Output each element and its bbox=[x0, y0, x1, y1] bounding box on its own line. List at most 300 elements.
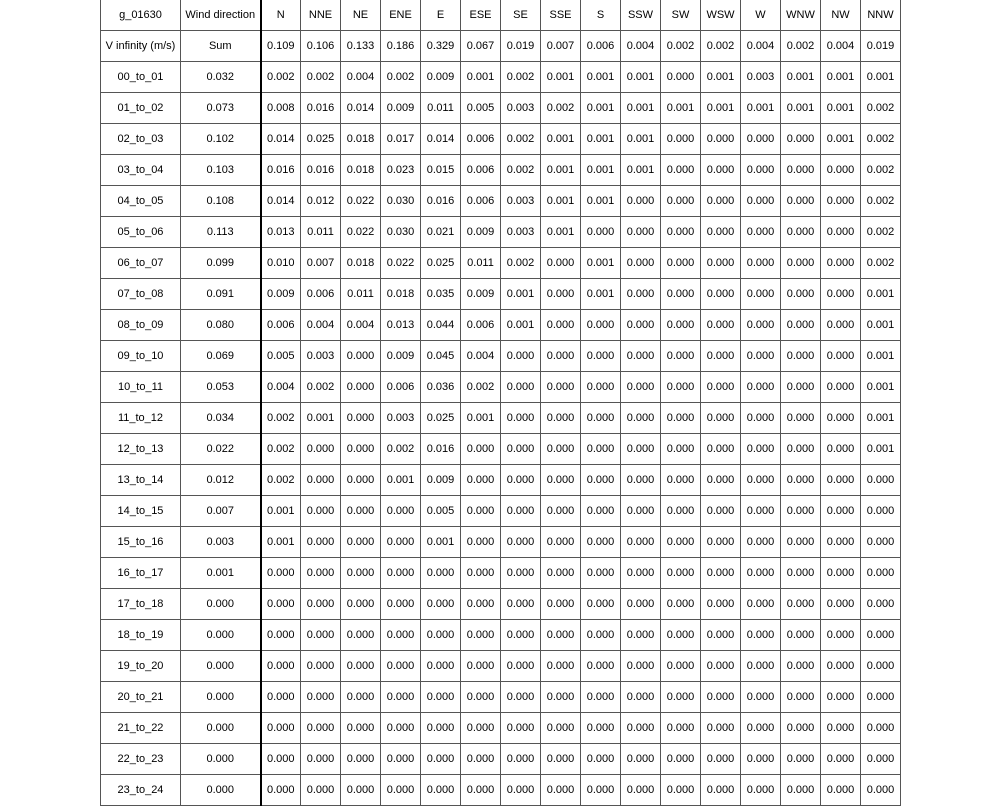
frequency-cell: 0.000 bbox=[781, 775, 821, 806]
frequency-cell: 0.009 bbox=[261, 279, 301, 310]
frequency-cell: 0.000 bbox=[741, 775, 781, 806]
speed-bin-sum-cell: 0.000 bbox=[181, 744, 261, 775]
table-row bbox=[101, 372, 901, 403]
frequency-cell: 0.000 bbox=[821, 310, 861, 341]
frequency-cell: 0.000 bbox=[541, 713, 581, 744]
table-row bbox=[101, 93, 901, 124]
frequency-cell: 0.000 bbox=[541, 341, 581, 372]
frequency-cell: 0.001 bbox=[581, 124, 621, 155]
frequency-cell: 0.000 bbox=[661, 620, 701, 651]
frequency-cell: 0.006 bbox=[461, 124, 501, 155]
frequency-cell: 0.001 bbox=[461, 403, 501, 434]
direction-header: SE bbox=[501, 0, 541, 31]
frequency-cell: 0.000 bbox=[781, 744, 821, 775]
frequency-cell: 0.000 bbox=[741, 713, 781, 744]
frequency-cell: 0.002 bbox=[261, 465, 301, 496]
speed-bin-sum-cell: 0.000 bbox=[181, 713, 261, 744]
frequency-cell: 0.000 bbox=[661, 682, 701, 713]
frequency-cell: 0.000 bbox=[341, 589, 381, 620]
direction-sum-cell: 0.019 bbox=[861, 31, 901, 62]
frequency-cell: 0.001 bbox=[781, 93, 821, 124]
speed-bin-label: 03_to_04 bbox=[101, 155, 181, 186]
frequency-cell: 0.016 bbox=[421, 186, 461, 217]
frequency-cell: 0.001 bbox=[501, 310, 541, 341]
frequency-cell: 0.000 bbox=[781, 248, 821, 279]
frequency-cell: 0.000 bbox=[581, 465, 621, 496]
speed-bin-label: 15_to_16 bbox=[101, 527, 181, 558]
frequency-cell: 0.009 bbox=[461, 217, 501, 248]
speed-bin-sum-cell: 0.007 bbox=[181, 496, 261, 527]
frequency-cell: 0.000 bbox=[821, 434, 861, 465]
frequency-cell: 0.008 bbox=[261, 93, 301, 124]
direction-header: N bbox=[261, 0, 301, 31]
frequency-cell: 0.000 bbox=[621, 713, 661, 744]
frequency-cell: 0.000 bbox=[741, 124, 781, 155]
frequency-cell: 0.000 bbox=[621, 248, 661, 279]
frequency-cell: 0.000 bbox=[501, 403, 541, 434]
frequency-cell: 0.001 bbox=[861, 310, 901, 341]
frequency-cell: 0.000 bbox=[781, 713, 821, 744]
frequency-cell: 0.000 bbox=[581, 527, 621, 558]
frequency-cell: 0.000 bbox=[381, 744, 421, 775]
frequency-cell: 0.000 bbox=[621, 186, 661, 217]
frequency-cell: 0.002 bbox=[261, 62, 301, 93]
frequency-cell: 0.000 bbox=[381, 775, 421, 806]
frequency-cell: 0.000 bbox=[621, 403, 661, 434]
frequency-cell: 0.001 bbox=[621, 93, 661, 124]
frequency-cell: 0.006 bbox=[261, 310, 301, 341]
frequency-cell: 0.000 bbox=[341, 434, 381, 465]
table-row bbox=[101, 558, 901, 589]
frequency-cell: 0.002 bbox=[541, 93, 581, 124]
frequency-cell: 0.000 bbox=[661, 186, 701, 217]
speed-bin-sum-cell: 0.091 bbox=[181, 279, 261, 310]
frequency-cell: 0.022 bbox=[341, 217, 381, 248]
table-row bbox=[101, 341, 901, 372]
frequency-cell: 0.000 bbox=[581, 713, 621, 744]
frequency-cell: 0.000 bbox=[781, 155, 821, 186]
frequency-cell: 0.000 bbox=[501, 744, 541, 775]
frequency-cell: 0.002 bbox=[381, 62, 421, 93]
frequency-cell: 0.001 bbox=[461, 62, 501, 93]
frequency-cell: 0.000 bbox=[701, 186, 741, 217]
frequency-cell: 0.000 bbox=[821, 682, 861, 713]
frequency-cell: 0.000 bbox=[741, 496, 781, 527]
frequency-cell: 0.000 bbox=[501, 589, 541, 620]
frequency-cell: 0.000 bbox=[581, 403, 621, 434]
frequency-cell: 0.000 bbox=[261, 558, 301, 589]
table-row bbox=[101, 248, 901, 279]
speed-bin-label: 17_to_18 bbox=[101, 589, 181, 620]
frequency-cell: 0.005 bbox=[421, 496, 461, 527]
speed-bin-sum-cell: 0.000 bbox=[181, 775, 261, 806]
frequency-cell: 0.000 bbox=[861, 713, 901, 744]
frequency-cell: 0.000 bbox=[621, 558, 661, 589]
table-row bbox=[101, 775, 901, 806]
frequency-cell: 0.003 bbox=[301, 341, 341, 372]
speed-bin-sum-cell: 0.000 bbox=[181, 620, 261, 651]
frequency-cell: 0.000 bbox=[421, 744, 461, 775]
frequency-cell: 0.001 bbox=[581, 62, 621, 93]
frequency-cell: 0.000 bbox=[661, 651, 701, 682]
frequency-cell: 0.000 bbox=[701, 155, 741, 186]
frequency-cell: 0.000 bbox=[541, 744, 581, 775]
table-row bbox=[101, 496, 901, 527]
frequency-cell: 0.001 bbox=[541, 62, 581, 93]
frequency-cell: 0.000 bbox=[461, 434, 501, 465]
frequency-cell: 0.000 bbox=[461, 713, 501, 744]
frequency-cell: 0.002 bbox=[261, 403, 301, 434]
frequency-cell: 0.012 bbox=[301, 186, 341, 217]
frequency-cell: 0.000 bbox=[341, 527, 381, 558]
frequency-cell: 0.000 bbox=[421, 775, 461, 806]
frequency-cell: 0.000 bbox=[821, 527, 861, 558]
frequency-cell: 0.000 bbox=[301, 651, 341, 682]
frequency-cell: 0.001 bbox=[821, 124, 861, 155]
frequency-cell: 0.000 bbox=[541, 248, 581, 279]
frequency-cell: 0.003 bbox=[381, 403, 421, 434]
frequency-cell: 0.001 bbox=[501, 279, 541, 310]
speed-bin-sum-cell: 0.000 bbox=[181, 682, 261, 713]
frequency-cell: 0.002 bbox=[501, 248, 541, 279]
speed-bin-label: 13_to_14 bbox=[101, 465, 181, 496]
frequency-cell: 0.009 bbox=[421, 465, 461, 496]
frequency-cell: 0.000 bbox=[821, 403, 861, 434]
frequency-cell: 0.006 bbox=[461, 186, 501, 217]
frequency-cell: 0.000 bbox=[661, 744, 701, 775]
frequency-cell: 0.000 bbox=[741, 155, 781, 186]
frequency-cell: 0.000 bbox=[701, 527, 741, 558]
speed-bin-sum-cell: 0.022 bbox=[181, 434, 261, 465]
frequency-cell: 0.000 bbox=[341, 651, 381, 682]
frequency-cell: 0.000 bbox=[861, 744, 901, 775]
frequency-cell: 0.000 bbox=[741, 341, 781, 372]
frequency-cell: 0.000 bbox=[501, 558, 541, 589]
frequency-cell: 0.000 bbox=[661, 124, 701, 155]
frequency-cell: 0.000 bbox=[461, 589, 501, 620]
frequency-cell: 0.000 bbox=[741, 651, 781, 682]
frequency-cell: 0.000 bbox=[781, 589, 821, 620]
frequency-cell: 0.018 bbox=[341, 155, 381, 186]
frequency-cell: 0.000 bbox=[701, 558, 741, 589]
frequency-cell: 0.005 bbox=[261, 341, 301, 372]
frequency-cell: 0.000 bbox=[861, 620, 901, 651]
frequency-cell: 0.000 bbox=[501, 372, 541, 403]
frequency-cell: 0.014 bbox=[421, 124, 461, 155]
frequency-cell: 0.002 bbox=[261, 434, 301, 465]
frequency-cell: 0.000 bbox=[701, 682, 741, 713]
speed-bin-label: 01_to_02 bbox=[101, 93, 181, 124]
frequency-cell: 0.002 bbox=[501, 155, 541, 186]
frequency-cell: 0.003 bbox=[501, 93, 541, 124]
frequency-cell: 0.001 bbox=[861, 372, 901, 403]
speed-bin-sum-cell: 0.032 bbox=[181, 62, 261, 93]
frequency-cell: 0.002 bbox=[301, 372, 341, 403]
direction-header: WSW bbox=[701, 0, 741, 31]
frequency-cell: 0.000 bbox=[461, 620, 501, 651]
frequency-cell: 0.000 bbox=[621, 279, 661, 310]
frequency-cell: 0.000 bbox=[501, 620, 541, 651]
speed-bin-label: 08_to_09 bbox=[101, 310, 181, 341]
frequency-cell: 0.000 bbox=[261, 775, 301, 806]
table-row bbox=[101, 62, 901, 93]
direction-sum-cell: 0.109 bbox=[261, 31, 301, 62]
frequency-cell: 0.000 bbox=[741, 465, 781, 496]
frequency-cell: 0.000 bbox=[341, 713, 381, 744]
frequency-cell: 0.000 bbox=[541, 558, 581, 589]
frequency-cell: 0.000 bbox=[581, 496, 621, 527]
direction-sum-cell: 0.006 bbox=[581, 31, 621, 62]
frequency-cell: 0.000 bbox=[341, 496, 381, 527]
frequency-cell: 0.000 bbox=[661, 465, 701, 496]
direction-sum-cell: 0.133 bbox=[341, 31, 381, 62]
frequency-cell: 0.000 bbox=[701, 589, 741, 620]
frequency-cell: 0.022 bbox=[381, 248, 421, 279]
frequency-cell: 0.000 bbox=[501, 527, 541, 558]
frequency-cell: 0.000 bbox=[621, 620, 661, 651]
frequency-cell: 0.000 bbox=[621, 744, 661, 775]
frequency-cell: 0.000 bbox=[701, 713, 741, 744]
frequency-cell: 0.000 bbox=[701, 620, 741, 651]
speed-bin-sum-cell: 0.113 bbox=[181, 217, 261, 248]
frequency-cell: 0.000 bbox=[461, 682, 501, 713]
frequency-cell: 0.000 bbox=[461, 651, 501, 682]
frequency-cell: 0.000 bbox=[621, 465, 661, 496]
frequency-cell: 0.030 bbox=[381, 186, 421, 217]
frequency-cell: 0.000 bbox=[781, 434, 821, 465]
frequency-cell: 0.000 bbox=[821, 558, 861, 589]
frequency-cell: 0.025 bbox=[421, 403, 461, 434]
frequency-cell: 0.000 bbox=[261, 620, 301, 651]
frequency-cell: 0.000 bbox=[541, 682, 581, 713]
table-row bbox=[101, 465, 901, 496]
frequency-cell: 0.000 bbox=[341, 403, 381, 434]
frequency-cell: 0.006 bbox=[301, 279, 341, 310]
frequency-cell: 0.001 bbox=[581, 186, 621, 217]
frequency-cell: 0.000 bbox=[541, 372, 581, 403]
frequency-cell: 0.000 bbox=[701, 465, 741, 496]
frequency-cell: 0.000 bbox=[581, 558, 621, 589]
frequency-cell: 0.001 bbox=[581, 279, 621, 310]
frequency-cell: 0.013 bbox=[261, 217, 301, 248]
frequency-cell: 0.000 bbox=[381, 589, 421, 620]
frequency-cell: 0.000 bbox=[701, 248, 741, 279]
speed-bin-label: 09_to_10 bbox=[101, 341, 181, 372]
frequency-cell: 0.000 bbox=[781, 620, 821, 651]
frequency-cell: 0.000 bbox=[341, 775, 381, 806]
frequency-cell: 0.006 bbox=[381, 372, 421, 403]
frequency-cell: 0.003 bbox=[741, 62, 781, 93]
frequency-cell: 0.000 bbox=[701, 372, 741, 403]
frequency-cell: 0.000 bbox=[381, 527, 421, 558]
frequency-cell: 0.000 bbox=[541, 403, 581, 434]
table-row bbox=[101, 744, 901, 775]
frequency-cell: 0.000 bbox=[781, 682, 821, 713]
speed-bin-label: 04_to_05 bbox=[101, 186, 181, 217]
frequency-cell: 0.001 bbox=[621, 155, 661, 186]
frequency-cell: 0.011 bbox=[421, 93, 461, 124]
speed-bin-label: 06_to_07 bbox=[101, 248, 181, 279]
frequency-cell: 0.044 bbox=[421, 310, 461, 341]
table-row bbox=[101, 527, 901, 558]
frequency-cell: 0.000 bbox=[701, 124, 741, 155]
table-row bbox=[101, 589, 901, 620]
table-row bbox=[101, 713, 901, 744]
speed-bin-label: 20_to_21 bbox=[101, 682, 181, 713]
direction-sum-cell: 0.329 bbox=[421, 31, 461, 62]
frequency-cell: 0.011 bbox=[461, 248, 501, 279]
frequency-cell: 0.002 bbox=[861, 93, 901, 124]
speed-bin-label: 19_to_20 bbox=[101, 651, 181, 682]
frequency-cell: 0.000 bbox=[821, 186, 861, 217]
frequency-cell: 0.000 bbox=[661, 589, 701, 620]
frequency-cell: 0.000 bbox=[781, 558, 821, 589]
frequency-cell: 0.000 bbox=[301, 465, 341, 496]
frequency-cell: 0.000 bbox=[501, 434, 541, 465]
speed-bin-label: 12_to_13 bbox=[101, 434, 181, 465]
frequency-cell: 0.000 bbox=[661, 527, 701, 558]
frequency-cell: 0.001 bbox=[541, 155, 581, 186]
table-row bbox=[101, 279, 901, 310]
frequency-cell: 0.000 bbox=[621, 589, 661, 620]
frequency-cell: 0.000 bbox=[741, 403, 781, 434]
frequency-cell: 0.000 bbox=[701, 651, 741, 682]
frequency-cell: 0.000 bbox=[861, 527, 901, 558]
frequency-cell: 0.003 bbox=[501, 186, 541, 217]
speed-bin-sum-cell: 0.012 bbox=[181, 465, 261, 496]
frequency-cell: 0.000 bbox=[501, 713, 541, 744]
frequency-cell: 0.001 bbox=[861, 403, 901, 434]
frequency-cell: 0.001 bbox=[861, 434, 901, 465]
direction-header: ENE bbox=[381, 0, 421, 31]
frequency-cell: 0.000 bbox=[541, 651, 581, 682]
frequency-cell: 0.004 bbox=[461, 341, 501, 372]
frequency-cell: 0.000 bbox=[541, 527, 581, 558]
frequency-cell: 0.000 bbox=[541, 775, 581, 806]
wind-frequency-table bbox=[100, 0, 901, 806]
frequency-cell: 0.000 bbox=[421, 589, 461, 620]
direction-sum-cell: 0.007 bbox=[541, 31, 581, 62]
frequency-cell: 0.000 bbox=[661, 279, 701, 310]
frequency-cell: 0.004 bbox=[341, 310, 381, 341]
frequency-cell: 0.016 bbox=[301, 155, 341, 186]
frequency-cell: 0.000 bbox=[741, 589, 781, 620]
frequency-cell: 0.001 bbox=[541, 217, 581, 248]
frequency-cell: 0.022 bbox=[341, 186, 381, 217]
frequency-cell: 0.000 bbox=[341, 465, 381, 496]
frequency-cell: 0.000 bbox=[501, 775, 541, 806]
speed-bin-label: 18_to_19 bbox=[101, 620, 181, 651]
frequency-cell: 0.000 bbox=[541, 465, 581, 496]
speed-bin-sum-cell: 0.069 bbox=[181, 341, 261, 372]
frequency-cell: 0.000 bbox=[501, 682, 541, 713]
frequency-cell: 0.025 bbox=[421, 248, 461, 279]
frequency-cell: 0.001 bbox=[541, 124, 581, 155]
frequency-cell: 0.000 bbox=[741, 558, 781, 589]
direction-sum-cell: 0.186 bbox=[381, 31, 421, 62]
frequency-cell: 0.000 bbox=[341, 558, 381, 589]
frequency-cell: 0.000 bbox=[581, 651, 621, 682]
frequency-cell: 0.000 bbox=[341, 744, 381, 775]
frequency-cell: 0.003 bbox=[501, 217, 541, 248]
frequency-cell: 0.000 bbox=[461, 496, 501, 527]
frequency-cell: 0.000 bbox=[621, 775, 661, 806]
frequency-cell: 0.000 bbox=[781, 341, 821, 372]
frequency-cell: 0.001 bbox=[541, 186, 581, 217]
frequency-cell: 0.000 bbox=[821, 713, 861, 744]
direction-header: S bbox=[581, 0, 621, 31]
frequency-cell: 0.009 bbox=[381, 93, 421, 124]
frequency-cell: 0.000 bbox=[701, 310, 741, 341]
frequency-cell: 0.001 bbox=[701, 62, 741, 93]
frequency-cell: 0.014 bbox=[261, 124, 301, 155]
frequency-cell: 0.001 bbox=[741, 93, 781, 124]
frequency-cell: 0.000 bbox=[781, 496, 821, 527]
frequency-cell: 0.000 bbox=[581, 775, 621, 806]
frequency-cell: 0.004 bbox=[261, 372, 301, 403]
direction-header: ESE bbox=[461, 0, 501, 31]
table-row bbox=[101, 403, 901, 434]
frequency-cell: 0.000 bbox=[781, 465, 821, 496]
speed-bin-label: 22_to_23 bbox=[101, 744, 181, 775]
frequency-cell: 0.000 bbox=[421, 682, 461, 713]
frequency-cell: 0.002 bbox=[861, 217, 901, 248]
frequency-cell: 0.000 bbox=[621, 372, 661, 403]
frequency-cell: 0.007 bbox=[301, 248, 341, 279]
frequency-cell: 0.000 bbox=[261, 589, 301, 620]
frequency-cell: 0.000 bbox=[341, 682, 381, 713]
frequency-cell: 0.000 bbox=[661, 341, 701, 372]
frequency-cell: 0.000 bbox=[701, 744, 741, 775]
frequency-cell: 0.001 bbox=[621, 124, 661, 155]
frequency-cell: 0.000 bbox=[301, 775, 341, 806]
frequency-cell: 0.011 bbox=[341, 279, 381, 310]
frequency-cell: 0.002 bbox=[861, 248, 901, 279]
speed-bin-sum-cell: 0.001 bbox=[181, 558, 261, 589]
sum-row bbox=[101, 31, 901, 62]
frequency-cell: 0.000 bbox=[821, 341, 861, 372]
direction-header: SW bbox=[661, 0, 701, 31]
frequency-cell: 0.000 bbox=[381, 558, 421, 589]
frequency-cell: 0.000 bbox=[581, 589, 621, 620]
frequency-cell: 0.006 bbox=[461, 155, 501, 186]
table-row bbox=[101, 217, 901, 248]
frequency-cell: 0.000 bbox=[581, 217, 621, 248]
frequency-cell: 0.005 bbox=[461, 93, 501, 124]
frequency-cell: 0.000 bbox=[421, 558, 461, 589]
table-body bbox=[101, 0, 901, 806]
direction-sum-cell: 0.002 bbox=[661, 31, 701, 62]
frequency-cell: 0.000 bbox=[661, 403, 701, 434]
direction-header: WNW bbox=[781, 0, 821, 31]
frequency-cell: 0.000 bbox=[341, 372, 381, 403]
frequency-cell: 0.000 bbox=[581, 310, 621, 341]
frequency-cell: 0.000 bbox=[581, 744, 621, 775]
frequency-cell: 0.001 bbox=[661, 93, 701, 124]
frequency-cell: 0.000 bbox=[501, 465, 541, 496]
frequency-cell: 0.000 bbox=[861, 496, 901, 527]
frequency-cell: 0.000 bbox=[701, 279, 741, 310]
frequency-cell: 0.000 bbox=[781, 651, 821, 682]
speed-bin-sum-cell: 0.034 bbox=[181, 403, 261, 434]
frequency-cell: 0.001 bbox=[861, 62, 901, 93]
frequency-cell: 0.001 bbox=[301, 403, 341, 434]
frequency-cell: 0.014 bbox=[261, 186, 301, 217]
table-row bbox=[101, 620, 901, 651]
frequency-cell: 0.000 bbox=[741, 217, 781, 248]
frequency-cell: 0.000 bbox=[381, 651, 421, 682]
speed-bin-sum-cell: 0.000 bbox=[181, 651, 261, 682]
